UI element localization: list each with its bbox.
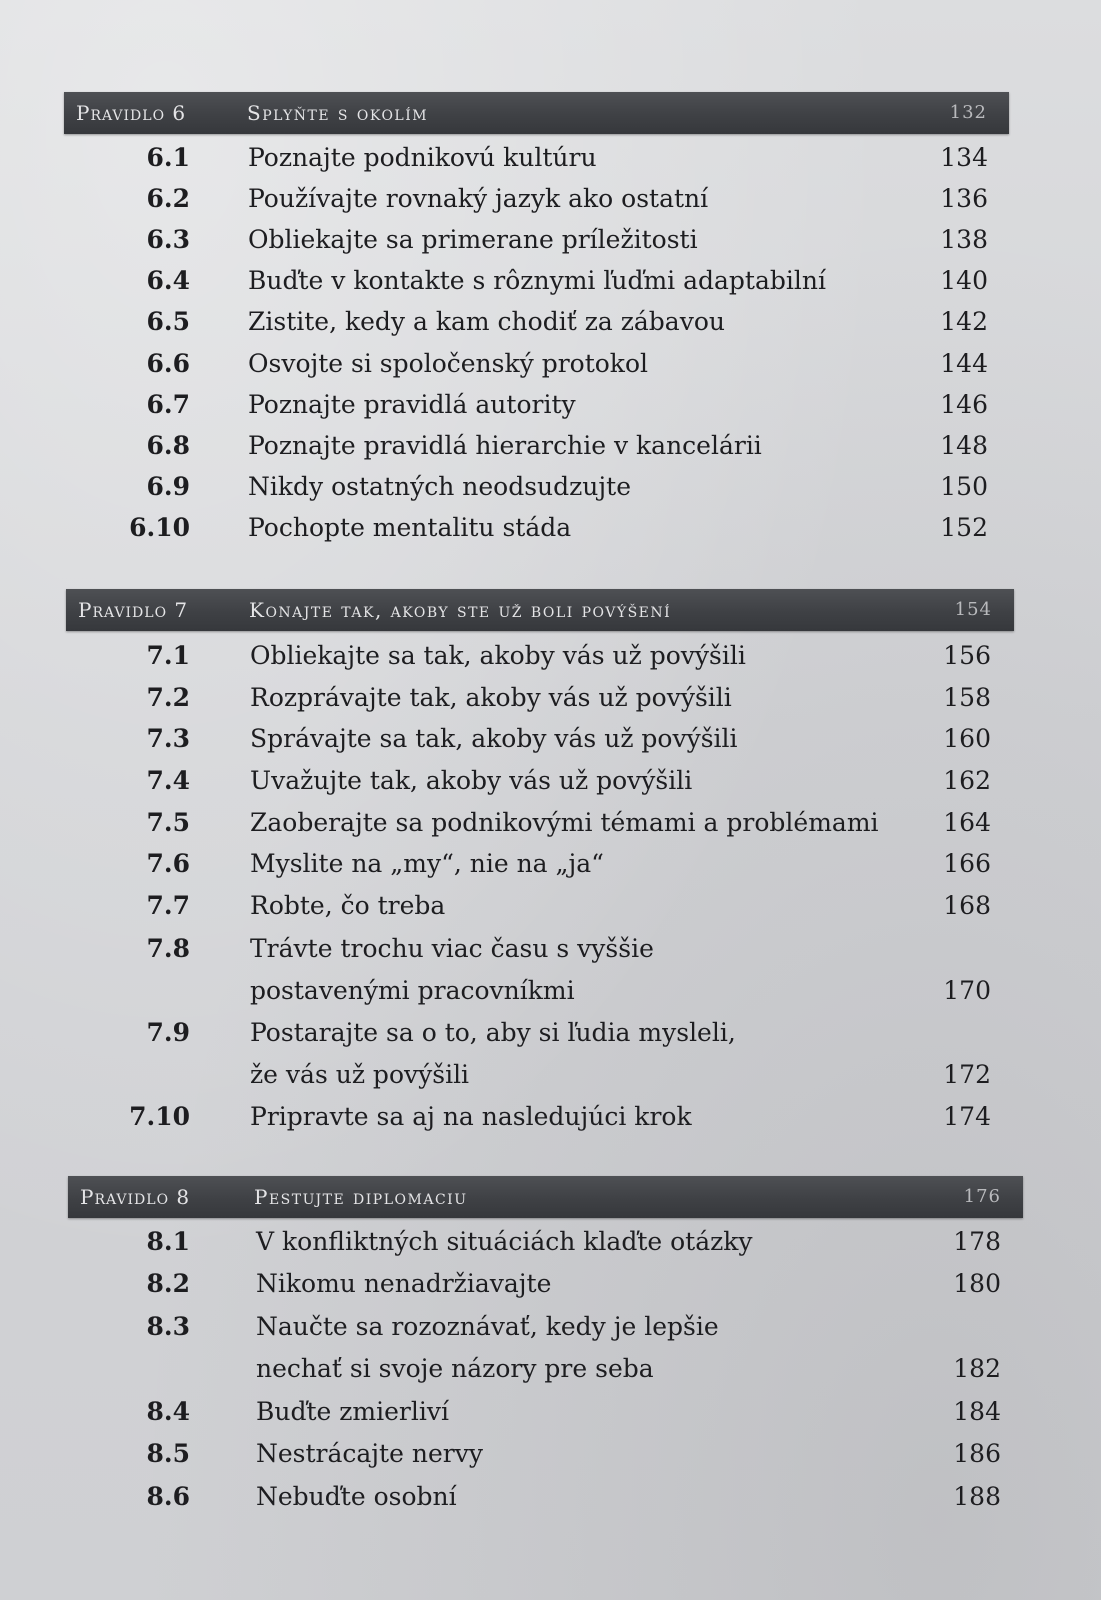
entry-page: 140 <box>940 266 988 295</box>
section-header-bar <box>68 1176 1023 1218</box>
entry-title: Nikomu nenadržiavajte <box>256 1269 552 1298</box>
entry-number: 8.1 <box>146 1227 190 1256</box>
entry-title: Pripravte sa aj na nasledujúci krok <box>250 1102 692 1131</box>
entry-number: 7.10 <box>129 1102 190 1131</box>
section-label: Pravidlo 8 <box>80 1185 191 1209</box>
entry-page: 138 <box>940 225 988 254</box>
toc-entry <box>0 720 1101 758</box>
toc-entry <box>0 345 1101 383</box>
toc-entry <box>0 637 1101 675</box>
toc-entry <box>0 762 1101 800</box>
toc-entry <box>0 221 1101 259</box>
entry-page: 148 <box>940 431 988 460</box>
entry-page: 164 <box>943 808 991 837</box>
section-page: 154 <box>954 599 992 620</box>
entry-page: 146 <box>940 390 988 419</box>
entry-title: Zaoberajte sa podnikovými témami a problémami <box>250 808 879 837</box>
entry-title: V konfliktných situáciách klaďte otázky <box>256 1227 753 1256</box>
entry-page: 156 <box>943 641 991 670</box>
entry-title: Rozprávajte tak, akoby vás už povýšili <box>250 683 732 712</box>
toc-entry <box>0 303 1101 341</box>
entry-number: 8.5 <box>146 1439 190 1468</box>
entry-page: 152 <box>940 513 988 542</box>
entry-number: 6.1 <box>146 143 190 172</box>
entry-number: 8.4 <box>146 1397 190 1426</box>
toc-entry-multiline <box>0 930 1101 1010</box>
entry-page: 160 <box>943 724 991 753</box>
entry-title: Myslite na „my“, nie na „ja“ <box>250 849 604 878</box>
entry-title: Poznajte podnikovú kultúru <box>248 143 597 172</box>
entry-title: Poznajte pravidlá autority <box>248 390 576 419</box>
entry-number: 7.2 <box>146 683 190 712</box>
entry-title: Obliekajte sa tak, akoby vás už povýšili <box>250 641 746 670</box>
toc-entry <box>0 1265 1101 1303</box>
entry-number: 6.3 <box>146 225 190 254</box>
section-page: 132 <box>949 102 987 123</box>
entry-number: 6.8 <box>146 431 190 460</box>
toc-entry <box>0 427 1101 465</box>
entry-title-continued: nechať si svoje názory pre seba <box>256 1354 654 1383</box>
entry-title: Nebuďte osobní <box>256 1482 457 1511</box>
entry-number: 7.1 <box>146 641 190 670</box>
entry-page: 174 <box>943 1102 991 1131</box>
entry-title: Pochopte mentalitu stáda <box>248 513 572 542</box>
toc-entry <box>0 1478 1101 1516</box>
entry-title: Naučte sa rozoznávať, kedy je lepšie <box>256 1312 719 1341</box>
section-header-bar <box>66 589 1014 631</box>
entry-number: 7.5 <box>146 808 190 837</box>
toc-entry <box>0 1098 1101 1136</box>
entry-title: Obliekajte sa primerane príležitosti <box>248 225 698 254</box>
toc-entry-multiline <box>0 1308 1101 1388</box>
entry-number: 6.4 <box>146 266 190 295</box>
section-title: Pestujte diplomaciu <box>254 1185 468 1209</box>
entry-number: 7.3 <box>146 724 190 753</box>
entry-page: 188 <box>953 1482 1001 1511</box>
entry-page: 134 <box>940 143 988 172</box>
toc-entry <box>0 386 1101 424</box>
entry-page: 166 <box>943 849 991 878</box>
entry-title: Správajte sa tak, akoby vás už povýšili <box>250 724 738 753</box>
entry-number: 7.6 <box>146 849 190 878</box>
entry-number: 6.2 <box>146 184 190 213</box>
entry-number: 8.6 <box>146 1482 190 1511</box>
entry-title: Trávte trochu viac času s vyššie <box>250 934 654 963</box>
entry-title: Používajte rovnaký jazyk ako ostatní <box>248 184 709 213</box>
entry-page: 180 <box>953 1269 1001 1298</box>
entry-page: 186 <box>953 1439 1001 1468</box>
entry-page: 150 <box>940 472 988 501</box>
entry-number: 6.7 <box>146 390 190 419</box>
entry-number: 6.6 <box>146 349 190 378</box>
toc-entry <box>0 509 1101 547</box>
entry-number: 7.9 <box>146 1018 190 1047</box>
entry-page: 158 <box>943 683 991 712</box>
entry-page: 144 <box>940 349 988 378</box>
entry-page: 182 <box>953 1354 1001 1383</box>
entry-page: 142 <box>940 307 988 336</box>
entry-title: Osvojte si spoločenský protokol <box>248 349 648 378</box>
entry-number: 7.4 <box>146 766 190 795</box>
toc-entry-multiline <box>0 1014 1101 1094</box>
toc-entry <box>0 468 1101 506</box>
entry-title: Poznajte pravidlá hierarchie v kancelárii <box>248 431 762 460</box>
entry-page: 178 <box>953 1227 1001 1256</box>
entry-page: 162 <box>943 766 991 795</box>
section-title: Konajte tak, akoby ste už boli povýšení <box>249 598 672 622</box>
entry-title: Buďte v kontakte s rôznymi ľuďmi adaptabilní <box>248 266 826 295</box>
entry-page: 170 <box>943 976 991 1005</box>
entry-page: 172 <box>943 1060 991 1089</box>
section-label: Pravidlo 7 <box>78 598 189 622</box>
toc-entry <box>0 804 1101 842</box>
toc-entry <box>0 887 1101 925</box>
entry-title: Robte, čo treba <box>250 891 446 920</box>
toc-entry <box>0 139 1101 177</box>
toc-entry <box>0 845 1101 883</box>
entry-title: Uvažujte tak, akoby vás už povýšili <box>250 766 693 795</box>
entry-page: 168 <box>943 891 991 920</box>
entry-title: Buďte zmierliví <box>256 1397 449 1426</box>
entry-title: Postarajte sa o to, aby si ľudia mysleli, <box>250 1018 736 1047</box>
toc-entry <box>0 1393 1101 1431</box>
toc-entry <box>0 180 1101 218</box>
entry-number: 8.3 <box>146 1312 190 1341</box>
section-header-bar <box>64 92 1009 134</box>
toc-entry <box>0 262 1101 300</box>
entry-number: 8.2 <box>146 1269 190 1298</box>
section-label: Pravidlo 6 <box>76 101 187 125</box>
entry-title: Nikdy ostatných neodsudzujte <box>248 472 631 501</box>
section-page: 176 <box>963 1186 1001 1207</box>
toc-entry <box>0 1223 1101 1261</box>
entry-number: 6.5 <box>146 307 190 336</box>
entry-title-continued: že vás už povýšili <box>250 1060 470 1089</box>
entry-number: 7.7 <box>146 891 190 920</box>
entry-number: 6.9 <box>146 472 190 501</box>
entry-title: Zistite, kedy a kam chodiť za zábavou <box>248 307 725 336</box>
entry-number: 7.8 <box>146 934 190 963</box>
entry-page: 136 <box>940 184 988 213</box>
toc-entry <box>0 679 1101 717</box>
toc-entry <box>0 1435 1101 1473</box>
entry-title-continued: postavenými pracovníkmi <box>250 976 575 1005</box>
entry-page: 184 <box>953 1397 1001 1426</box>
section-title: Splyňte s okolím <box>247 101 429 125</box>
entry-title: Nestrácajte nervy <box>256 1439 483 1468</box>
entry-number: 6.10 <box>129 513 190 542</box>
